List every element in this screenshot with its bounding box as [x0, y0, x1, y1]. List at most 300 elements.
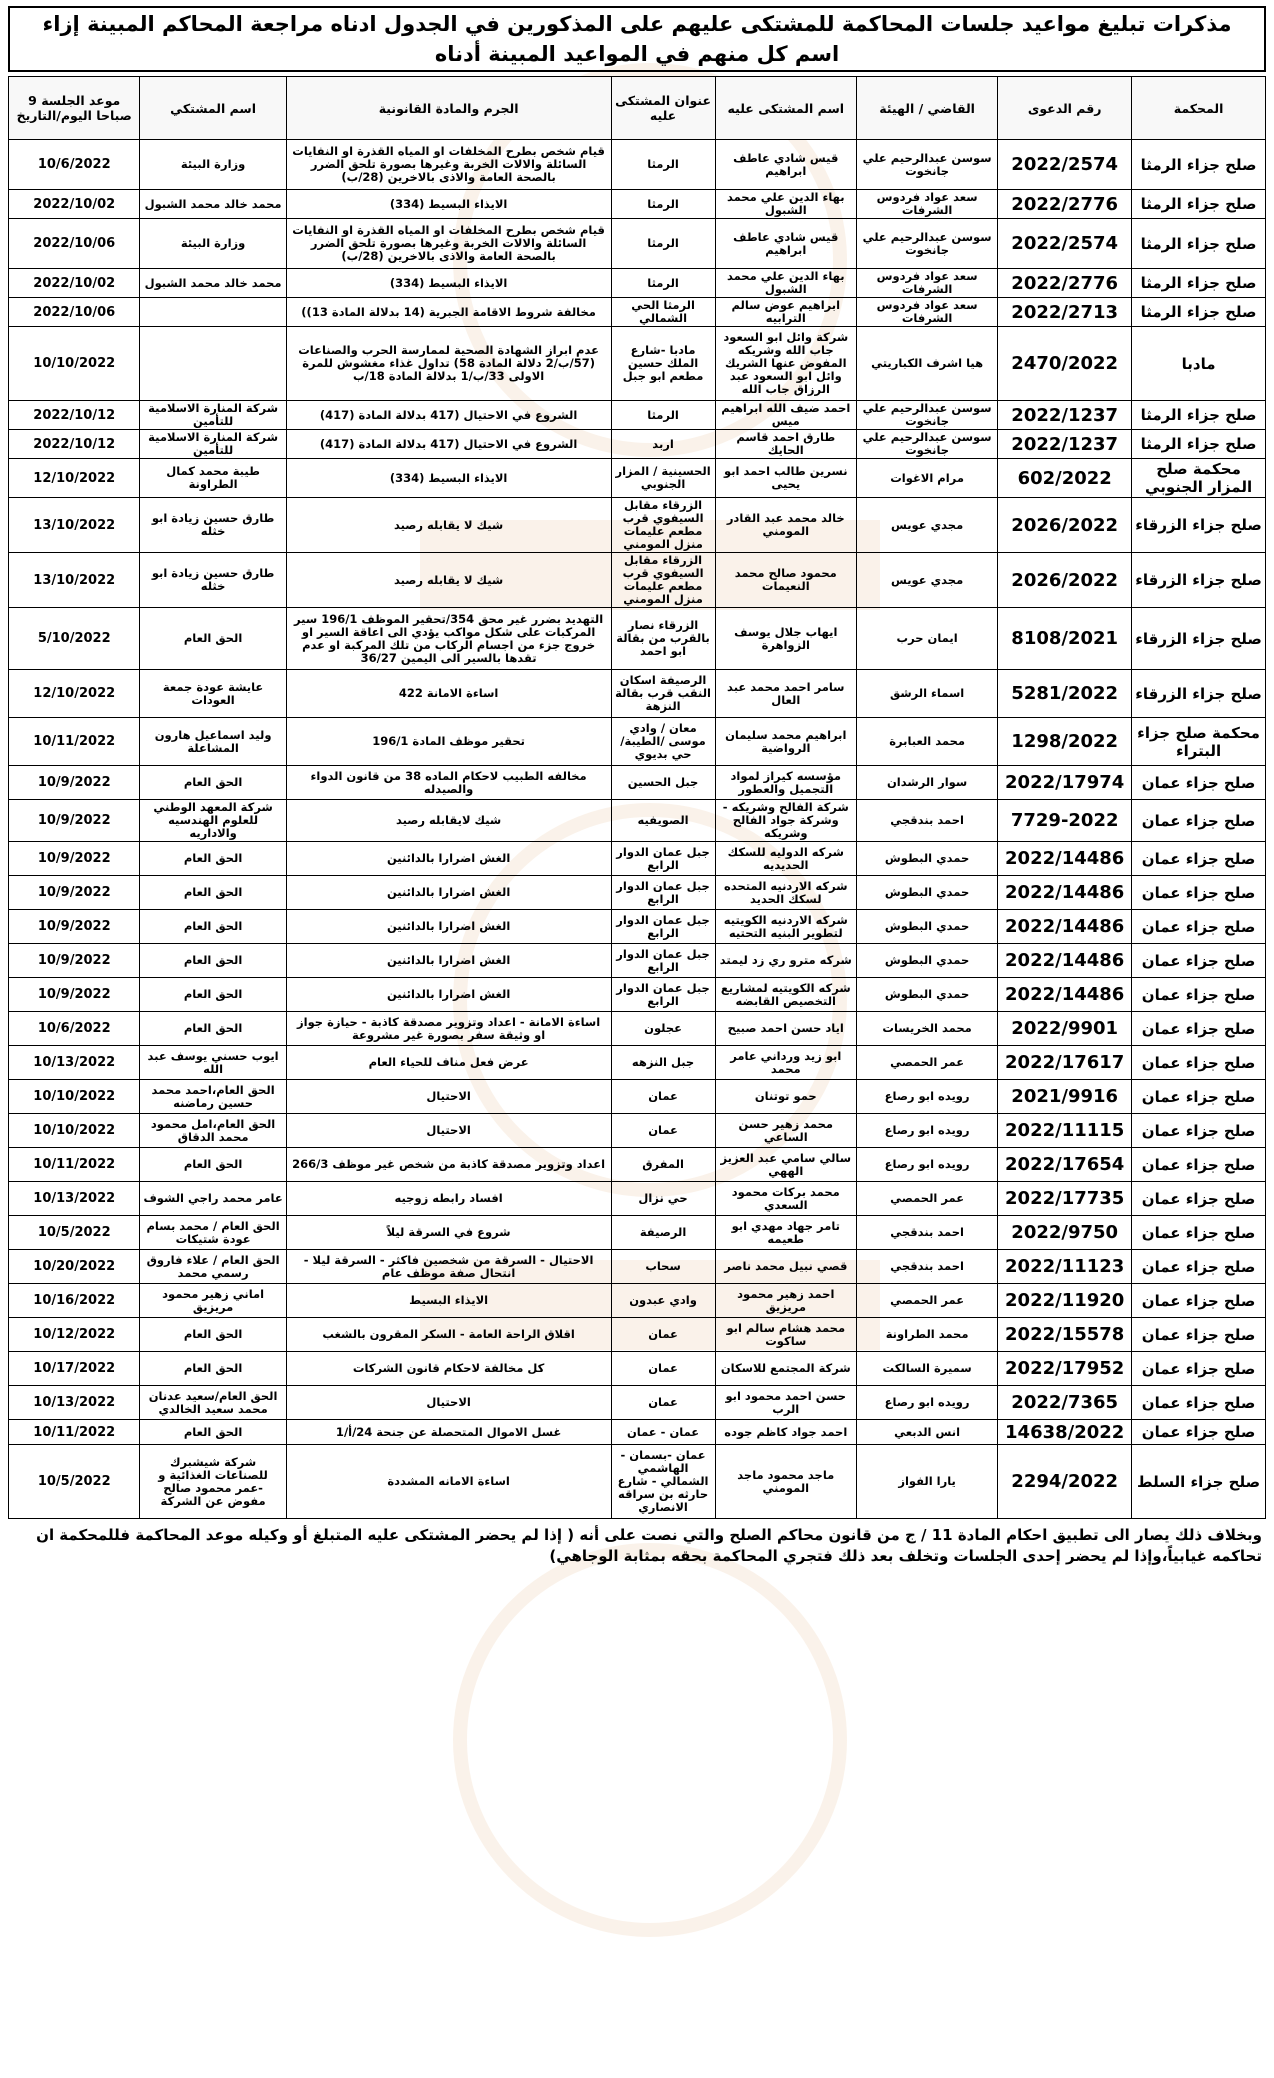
cell-judge: سعد عواد فردوس الشرفات [856, 298, 997, 327]
cell-complainant: محمد خالد محمد الشبول [140, 190, 286, 219]
cell-date: 13/10/2022 [9, 553, 140, 608]
cell-charge: افساد رابطه زوجيه [286, 1182, 611, 1216]
cell-complainant: اماني زهير محمود مريزيق [140, 1284, 286, 1318]
cell-court: صلح جزاء عمان [1132, 1012, 1266, 1046]
cell-charge: عدم ابراز الشهادة الصحية لممارسة الحرب والصناعات (57/ب/2 دلالة المادة 58) تداول غذاء مغشوش للمرة الاولى 33/ب/1 بدلالة المادة 18/ب [286, 327, 611, 401]
cell-defendant: حمو توتنان [715, 1080, 856, 1114]
cell-date: 10/16/2022 [9, 1284, 140, 1318]
table-row [9, 401, 1266, 430]
cell-defendant: شركه الاردنيه المتحده لسكك الحديد [715, 876, 856, 910]
cell-date: 2022/10/06 [9, 219, 140, 269]
cell-complainant: الحق العام / محمد بسام عودة شتيكات [140, 1216, 286, 1250]
cell-date: 13/10/2022 [9, 498, 140, 553]
table-row [9, 1420, 1266, 1445]
cell-complainant: الحق العام [140, 1012, 286, 1046]
cell-complainant [140, 298, 286, 327]
cell-defendant: محمد هشام سالم ابو ساكوت [715, 1318, 856, 1352]
cell-judge: سوسن عبدالرحيم علي جانخوت [856, 430, 997, 459]
cell-court: صلح جزاء عمان [1132, 1216, 1266, 1250]
hearings-table [8, 76, 1266, 1519]
cell-complainant: الحق العام/سعيد عدنان محمد سعيد الخالدي [140, 1386, 286, 1420]
cell-court: صلح جزاء عمان [1132, 1046, 1266, 1080]
cell-defendant: شركة الفالح وشريكه - وشركة جواد الفالح وشريكه [715, 800, 856, 842]
cell-address: جبل عمان الدوار الرابع [611, 910, 715, 944]
cell-date: 10/13/2022 [9, 1182, 140, 1216]
cell-court: صلح جزاء الزرقاء [1132, 608, 1266, 670]
cell-defendant: اياد حسن احمد صبيح [715, 1012, 856, 1046]
cell-charge: شيك لا يقابله رصيد [286, 553, 611, 608]
cell-complainant: وزارة البيئة [140, 219, 286, 269]
cell-address: جبل الحسين [611, 766, 715, 800]
table-row [9, 1250, 1266, 1284]
cell-court: مادبا [1132, 327, 1266, 401]
cell-address: عمان -بسمان - الهاشمي الشمالي - شارع حارثه بن سراقه الانصاري [611, 1445, 715, 1519]
cell-judge: محمد العبابرة [856, 718, 997, 766]
cell-case-no: 5281/2022 [998, 670, 1132, 718]
cell-judge: سعد عواد فردوس الشرفات [856, 190, 997, 219]
cell-judge: سعد عواد فردوس الشرفات [856, 269, 997, 298]
table-row [9, 1114, 1266, 1148]
cell-charge: الايذاء البسيط (334) [286, 190, 611, 219]
cell-date: 10/5/2022 [9, 1216, 140, 1250]
cell-charge: التهديد بضرر غير محق 354/تحقير الموظف 196/1 سير المركبات على شكل مواكب يؤدي الى اعاقة السير او خروج جزء من اجسام الركاب من تلك المركبة او عدم تقدها بالسير الى اليمين 36/27 [286, 608, 611, 670]
cell-court: صلح جزاء الرمثا [1132, 401, 1266, 430]
cell-charge: قيام شخص بطرح المخلفات او المياه القذرة او النفايات السائلة والالات الخربة وغيرها بصورة تلحق الضرر بالصحة العامة والاذى بالاخرين (28/ب) [286, 140, 611, 190]
cell-court: صلح جزاء الزرقاء [1132, 553, 1266, 608]
cell-date: 12/10/2022 [9, 459, 140, 498]
cell-defendant: نسرين طالب احمد ابو يحيى [715, 459, 856, 498]
cell-defendant: محمد بركات محمود السعدي [715, 1182, 856, 1216]
cell-charge: الاحتيال [286, 1114, 611, 1148]
cell-court: صلح جزاء الرمثا [1132, 219, 1266, 269]
cell-defendant: بهاء الدين علي محمد الشبول [715, 269, 856, 298]
cell-charge: اقلاق الراحة العامة - السكر المقرون بالشغب [286, 1318, 611, 1352]
cell-case-no: 2022/17974 [998, 766, 1132, 800]
cell-date: 10/11/2022 [9, 718, 140, 766]
cell-judge: عمر الحمصي [856, 1182, 997, 1216]
cell-address: جبل عمان الدوار الرابع [611, 876, 715, 910]
table-row [9, 430, 1266, 459]
cell-court: صلح جزاء عمان [1132, 842, 1266, 876]
table-row [9, 766, 1266, 800]
cell-complainant: شركة المعهد الوطني للعلوم الهندسيه والاداريه [140, 800, 286, 842]
cell-court: صلح جزاء عمان [1132, 1352, 1266, 1386]
cell-date: 2022/10/02 [9, 190, 140, 219]
cell-case-no: 2022/17952 [998, 1352, 1132, 1386]
cell-court: صلح جزاء السلط [1132, 1445, 1266, 1519]
cell-judge: اسماء الرشق [856, 670, 997, 718]
cell-complainant: طيبة محمد كمال الطراونة [140, 459, 286, 498]
table-header-row [9, 77, 1266, 140]
cell-address: عمان [611, 1386, 715, 1420]
cell-complainant: الحق العام [140, 978, 286, 1012]
cell-case-no: 2022/2574 [998, 219, 1132, 269]
cell-address: المفرق [611, 1148, 715, 1182]
table-row [9, 718, 1266, 766]
cell-defendant: مؤسسه كيراز لمواد التجميل والعطور [715, 766, 856, 800]
cell-complainant: وزارة البيئة [140, 140, 286, 190]
cell-charge: الاحتيال [286, 1080, 611, 1114]
cell-charge: الغش اضرارا بالدائنين [286, 842, 611, 876]
table-row [9, 1012, 1266, 1046]
cell-complainant: طارق حسين زيادة ابو خثله [140, 553, 286, 608]
table-row [9, 1352, 1266, 1386]
cell-charge: اعداد وتزوير مصدقة كاذبة من شخص غير موظف 266/3 [286, 1148, 611, 1182]
cell-case-no: 2022/14486 [998, 910, 1132, 944]
cell-date: 10/10/2022 [9, 1114, 140, 1148]
cell-judge: رويده ابو رصاع [856, 1148, 997, 1182]
cell-court: صلح جزاء عمان [1132, 978, 1266, 1012]
cell-defendant: شركه الاردنيه الكويتيه لتطوير البنيه التحتيه [715, 910, 856, 944]
cell-defendant: طارق احمد قاسم الحايك [715, 430, 856, 459]
cell-charge: الشروع في الاحتيال (417 بدلالة المادة (417) [286, 430, 611, 459]
cell-judge: عمر الحمصي [856, 1284, 997, 1318]
table-row [9, 1080, 1266, 1114]
cell-case-no: 2022/2574 [998, 140, 1132, 190]
cell-court: محكمة صلح جزاء البتراء [1132, 718, 1266, 766]
cell-defendant: حسن احمد محمود ابو الرب [715, 1386, 856, 1420]
cell-defendant: سالي سامي عبد العزيز الههي [715, 1148, 856, 1182]
cell-court: صلح جزاء عمان [1132, 1386, 1266, 1420]
cell-defendant: احمد ضيف الله ابراهيم ميس [715, 401, 856, 430]
cell-charge: شيك لايقابله رصيد [286, 800, 611, 842]
cell-court: صلح جزاء الزرقاء [1132, 498, 1266, 553]
cell-case-no: 2022/14486 [998, 876, 1132, 910]
table-row [9, 1148, 1266, 1182]
cell-charge: تحقير موظف المادة 196/1 [286, 718, 611, 766]
cell-address: عمان [611, 1080, 715, 1114]
cell-court: صلح جزاء عمان [1132, 1420, 1266, 1445]
cell-judge: حمدي البطوش [856, 910, 997, 944]
cell-case-no: 2022/11115 [998, 1114, 1132, 1148]
cell-date: 10/6/2022 [9, 140, 140, 190]
cell-defendant: قيس شادي عاطف ابراهيم [715, 219, 856, 269]
footer-note: وبخلاف ذلك يصار الى تطبيق احكام المادة 11 / ج من قانون محاكم الصلح والتي نصت على أنه ( إذا لم يحضر المشتكى عليه المتبلغ أو وكيله موعد المحاكمة فللمحكمة ان تحاكمه غيابياً،وإذا لم يحضر إحدى الجلسات وتخلف بعد ذلك فتجري المحاكمة بحقه بمثابة الوجاهي) [36, 1526, 1262, 1565]
table-row [9, 190, 1266, 219]
cell-defendant: تامر جهاد مهدي ابو طعيمه [715, 1216, 856, 1250]
cell-judge: يارا الفواز [856, 1445, 997, 1519]
cell-charge: الغش اضرارا بالدائنين [286, 910, 611, 944]
cell-court: صلح جزاء عمان [1132, 1114, 1266, 1148]
cell-date: 12/10/2022 [9, 670, 140, 718]
table-row [9, 498, 1266, 553]
cell-date: 10/13/2022 [9, 1046, 140, 1080]
cell-judge: حمدي البطوش [856, 842, 997, 876]
cell-court: صلح جزاء عمان [1132, 1284, 1266, 1318]
cell-complainant: شركة المنارة الاسلامية للتأمين [140, 401, 286, 430]
cell-case-no: 2022/2713 [998, 298, 1132, 327]
table-row [9, 608, 1266, 670]
table-body [9, 140, 1266, 1519]
cell-case-no: 1298/2022 [998, 718, 1132, 766]
cell-judge: رويده ابو رصاع [856, 1386, 997, 1420]
cell-date: 2022/10/02 [9, 269, 140, 298]
cell-court: محكمة صلح المزار الجنوبي [1132, 459, 1266, 498]
col-header-charge: الجرم والمادة القانونية [286, 77, 611, 140]
cell-court: صلح جزاء عمان [1132, 910, 1266, 944]
cell-complainant: وليد اسماعيل هارون المشاعلة [140, 718, 286, 766]
cell-judge: مجدي عويس [856, 553, 997, 608]
cell-case-no: 2022/17617 [998, 1046, 1132, 1080]
cell-date: 10/10/2022 [9, 327, 140, 401]
cell-address: جبل عمان الدوار الرابع [611, 842, 715, 876]
cell-complainant: الحق العام [140, 842, 286, 876]
cell-judge: رويده ابو رصاع [856, 1114, 997, 1148]
col-header-complainant: اسم المشتكي [140, 77, 286, 140]
cell-case-no: 2022/14486 [998, 842, 1132, 876]
cell-address: جبل عمان الدوار الرابع [611, 944, 715, 978]
table-row [9, 269, 1266, 298]
cell-address: عمان [611, 1318, 715, 1352]
cell-address: عمان - عمان [611, 1420, 715, 1445]
cell-court: صلح جزاء عمان [1132, 944, 1266, 978]
cell-complainant: الحق العام / علاء فاروق رسمي محمد [140, 1250, 286, 1284]
cell-case-no: 2022/1237 [998, 401, 1132, 430]
cell-date: 10/6/2022 [9, 1012, 140, 1046]
cell-case-no: 2022/2776 [998, 269, 1132, 298]
cell-case-no: 2022/9750 [998, 1216, 1132, 1250]
cell-judge: حمدي البطوش [856, 876, 997, 910]
cell-case-no: 2022/11123 [998, 1250, 1132, 1284]
cell-address: الصويفيه [611, 800, 715, 842]
cell-address: عمان [611, 1114, 715, 1148]
cell-address: الرصيفة [611, 1216, 715, 1250]
cell-judge: انس الدبعي [856, 1420, 997, 1445]
cell-date: 10/11/2022 [9, 1148, 140, 1182]
cell-complainant: الحق العام،احمد محمد حسين رماضنه [140, 1080, 286, 1114]
cell-judge: سوار الرشدان [856, 766, 997, 800]
cell-charge: اساءة الامانة 422 [286, 670, 611, 718]
col-header-case-no: رقم الدعوى [998, 77, 1132, 140]
cell-defendant: شركه مترو ري زد ليمتد [715, 944, 856, 978]
cell-judge: ايمان حرب [856, 608, 997, 670]
cell-charge: اساءة الامانه المشددة [286, 1445, 611, 1519]
cell-case-no: 2022/9901 [998, 1012, 1132, 1046]
cell-defendant: قصي نبيل محمد ناصر [715, 1250, 856, 1284]
table-row [9, 219, 1266, 269]
cell-charge: الغش اضرارا بالدائنين [286, 978, 611, 1012]
cell-charge: مخالفه الطبيب لاحكام الماده 38 من قانون الدواء والصيدله [286, 766, 611, 800]
cell-judge: احمد بندقجي [856, 1250, 997, 1284]
cell-case-no: 602/2022 [998, 459, 1132, 498]
cell-judge: عمر الحمصي [856, 1046, 997, 1080]
cell-judge: حمدي البطوش [856, 978, 997, 1012]
cell-defendant: ابراهيم عوض سالم الترابيه [715, 298, 856, 327]
table-row [9, 327, 1266, 401]
cell-court: صلح جزاء عمان [1132, 876, 1266, 910]
cell-charge: غسل الاموال المتحصلة عن جنحة 24/أ/1 [286, 1420, 611, 1445]
cell-date: 2022/10/06 [9, 298, 140, 327]
cell-charge: مخالفة شروط الاقامة الجبرية (14 بدلالة المادة 13)) [286, 298, 611, 327]
cell-date: 10/12/2022 [9, 1318, 140, 1352]
table-row [9, 1046, 1266, 1080]
cell-address: الرمثا [611, 140, 715, 190]
cell-judge: مرام الاغوات [856, 459, 997, 498]
cell-case-no: 2022/14486 [998, 944, 1132, 978]
cell-defendant: خالد محمد عبد القادر المومني [715, 498, 856, 553]
cell-court: صلح جزاء عمان [1132, 1148, 1266, 1182]
table-row [9, 1318, 1266, 1352]
cell-judge: احمد بندقجي [856, 800, 997, 842]
cell-complainant: شركة المنارة الاسلامية للتأمين [140, 430, 286, 459]
cell-court: صلح جزاء عمان [1132, 1182, 1266, 1216]
cell-date: 10/9/2022 [9, 800, 140, 842]
cell-address: سحاب [611, 1250, 715, 1284]
cell-judge: سوسن عبدالرحيم علي جانخوت [856, 140, 997, 190]
cell-judge: محمد الخريسات [856, 1012, 997, 1046]
cell-defendant: ابراهيم محمد سليمان الرواضية [715, 718, 856, 766]
table-row [9, 800, 1266, 842]
cell-date: 10/17/2022 [9, 1352, 140, 1386]
cell-defendant: سامر احمد محمد عبد العال [715, 670, 856, 718]
cell-court: صلح جزاء عمان [1132, 1318, 1266, 1352]
cell-date: 10/9/2022 [9, 842, 140, 876]
cell-date: 10/9/2022 [9, 876, 140, 910]
cell-charge: اساءة الامانة - اعداد وتزوير مصدقة كاذبة - حيازة جواز او وثيقة سفر بصورة غير مشروعة [286, 1012, 611, 1046]
cell-address: الحسينية / المزار الجنوبي [611, 459, 715, 498]
cell-case-no: 2022/17735 [998, 1182, 1132, 1216]
cell-defendant: ايهاب جلال يوسف الزواهرة [715, 608, 856, 670]
cell-case-no: 2022/7365 [998, 1386, 1132, 1420]
cell-charge: شروع في السرقة ليلاً [286, 1216, 611, 1250]
cell-charge: الايذاء البسيط (334) [286, 459, 611, 498]
table-row [9, 298, 1266, 327]
cell-address: الرمثا [611, 269, 715, 298]
table-row [9, 842, 1266, 876]
cell-date: 5/10/2022 [9, 608, 140, 670]
cell-charge: الاحتيال - السرقة من شخصين فاكثر - السرقة ليلا - انتحال صفة موظف عام [286, 1250, 611, 1284]
cell-court: صلح جزاء الرمثا [1132, 190, 1266, 219]
cell-court: صلح جزاء الزرقاء [1132, 670, 1266, 718]
cell-judge: رويده ابو رصاع [856, 1080, 997, 1114]
cell-court: صلح جزاء الرمثا [1132, 298, 1266, 327]
cell-address: الرصيفة اسكان النقب قرب بقالة النزهة [611, 670, 715, 718]
cell-date: 10/9/2022 [9, 766, 140, 800]
cell-complainant: الحق العام [140, 910, 286, 944]
cell-charge: الغش اضرارا بالدائنين [286, 944, 611, 978]
cell-address: مادبا -شارع الملك حسين مطعم ابو جبل [611, 327, 715, 401]
table-row [9, 670, 1266, 718]
cell-case-no: 2021/9916 [998, 1080, 1132, 1114]
cell-address: عمان [611, 1352, 715, 1386]
cell-complainant: الحق العام،امل محمود محمد الدقاق [140, 1114, 286, 1148]
cell-complainant: الحق العام [140, 1420, 286, 1445]
table-row [9, 140, 1266, 190]
cell-court: صلح جزاء الرمثا [1132, 140, 1266, 190]
cell-address: الزرقاء مقابل السيفوي قرب مطعم عليمات منزل المومني [611, 498, 715, 553]
cell-judge: محمد الطراونة [856, 1318, 997, 1352]
cell-defendant: ماجد محمود ماجد المومني [715, 1445, 856, 1519]
cell-address: جبل عمان الدوار الرابع [611, 978, 715, 1012]
cell-charge: عرض فعل مناف للحياء العام [286, 1046, 611, 1080]
cell-complainant: عامر محمد راجي الشوف [140, 1182, 286, 1216]
cell-date: 10/13/2022 [9, 1386, 140, 1420]
table-row [9, 1216, 1266, 1250]
cell-charge: قيام شخص بطرح المخلفات او المياه القذرة او النفايات السائلة والالات الخربة وغيرها بصورة تلحق الضرر بالصحة العامة والاذى بالاخرين (28/ب) [286, 219, 611, 269]
table-row [9, 944, 1266, 978]
cell-defendant: شركة وائل ابو السعود جاب الله وشريكه المفوض عنها الشريك وائل ابو السعود عبد الرزاق جاب الله [715, 327, 856, 401]
cell-address: الرمثا [611, 219, 715, 269]
cell-case-no: 8108/2021 [998, 608, 1132, 670]
cell-case-no: 2022/2776 [998, 190, 1132, 219]
cell-court: صلح جزاء عمان [1132, 1250, 1266, 1284]
cell-charge: كل مخالفة لاحكام قانون الشركات [286, 1352, 611, 1386]
cell-court: صلح جزاء الرمثا [1132, 269, 1266, 298]
cell-date: 10/20/2022 [9, 1250, 140, 1284]
cell-case-no: 2026/2022 [998, 553, 1132, 608]
cell-case-no: 2022/1237 [998, 430, 1132, 459]
cell-complainant: الحق العام [140, 1148, 286, 1182]
cell-judge: احمد بندقجي [856, 1216, 997, 1250]
cell-complainant: الحق العام [140, 876, 286, 910]
cell-court: صلح جزاء عمان [1132, 800, 1266, 842]
cell-case-no: 2026/2022 [998, 498, 1132, 553]
cell-case-no: 2470/2022 [998, 327, 1132, 401]
col-header-defendant: اسم المشتكى عليه [715, 77, 856, 140]
cell-complainant: الحق العام [140, 944, 286, 978]
table-row [9, 1386, 1266, 1420]
cell-complainant: عايشة عودة جمعة العودات [140, 670, 286, 718]
cell-address: الزرقاء نصار بالقرب من بقالة ابو احمد [611, 608, 715, 670]
cell-charge: الايذاء البسيط (334) [286, 269, 611, 298]
cell-defendant: احمد زهير محمود مريزيق [715, 1284, 856, 1318]
cell-judge: سوسن عبدالرحيم علي جانخوت [856, 219, 997, 269]
cell-defendant: شركة المجتمع للاسكان [715, 1352, 856, 1386]
cell-address: عجلون [611, 1012, 715, 1046]
cell-case-no: 14638/2022 [998, 1420, 1132, 1445]
cell-complainant: محمد خالد محمد الشبول [140, 269, 286, 298]
cell-complainant: الحق العام [140, 608, 286, 670]
cell-address: وادي عبدون [611, 1284, 715, 1318]
cell-defendant: شركه الدوليه للسكك الحديديه [715, 842, 856, 876]
cell-complainant [140, 327, 286, 401]
cell-complainant: ايوب حسني يوسف عبد الله [140, 1046, 286, 1080]
cell-complainant: طارق حسين زيادة ابو خثله [140, 498, 286, 553]
cell-complainant: الحق العام [140, 1352, 286, 1386]
table-row [9, 553, 1266, 608]
cell-judge: مجدي عويس [856, 498, 997, 553]
col-header-address: عنوان المشتكى عليه [611, 77, 715, 140]
cell-address: الرمثا الحي الشمالي [611, 298, 715, 327]
cell-address: الرمثا [611, 190, 715, 219]
col-header-judge: القاضي / الهيئة [856, 77, 997, 140]
cell-judge: هيا اشرف الكباريتي [856, 327, 997, 401]
cell-defendant: ابو زيد ورداني عامر محمد [715, 1046, 856, 1080]
col-header-court: المحكمة [1132, 77, 1266, 140]
cell-charge: الشروع في الاحتيال (417 بدلالة المادة (417) [286, 401, 611, 430]
table-row [9, 459, 1266, 498]
cell-date: 2022/10/12 [9, 430, 140, 459]
cell-complainant: الحق العام [140, 766, 286, 800]
cell-address: الرمثا [611, 401, 715, 430]
cell-address: معان / وادي موسى /الطيبة/ حي بديوي [611, 718, 715, 766]
cell-date: 10/9/2022 [9, 944, 140, 978]
notice-page [8, 6, 1266, 2072]
cell-case-no: 2022/17654 [998, 1148, 1132, 1182]
cell-date: 10/9/2022 [9, 978, 140, 1012]
cell-date: 10/5/2022 [9, 1445, 140, 1519]
cell-charge: الغش اضرارا بالدائنين [286, 876, 611, 910]
table-row [9, 1284, 1266, 1318]
cell-case-no: 2294/2022 [998, 1445, 1132, 1519]
table-row [9, 910, 1266, 944]
cell-address: حي نزال [611, 1182, 715, 1216]
cell-complainant: شركة شيشبرك للصناعات الغذائية و -عمر محمود صالح مفوض عن الشركة [140, 1445, 286, 1519]
table-row [9, 876, 1266, 910]
cell-defendant: شركه الكويتيه لمشاريع التخصيص القابضه [715, 978, 856, 1012]
table-row [9, 978, 1266, 1012]
cell-date: 10/10/2022 [9, 1080, 140, 1114]
